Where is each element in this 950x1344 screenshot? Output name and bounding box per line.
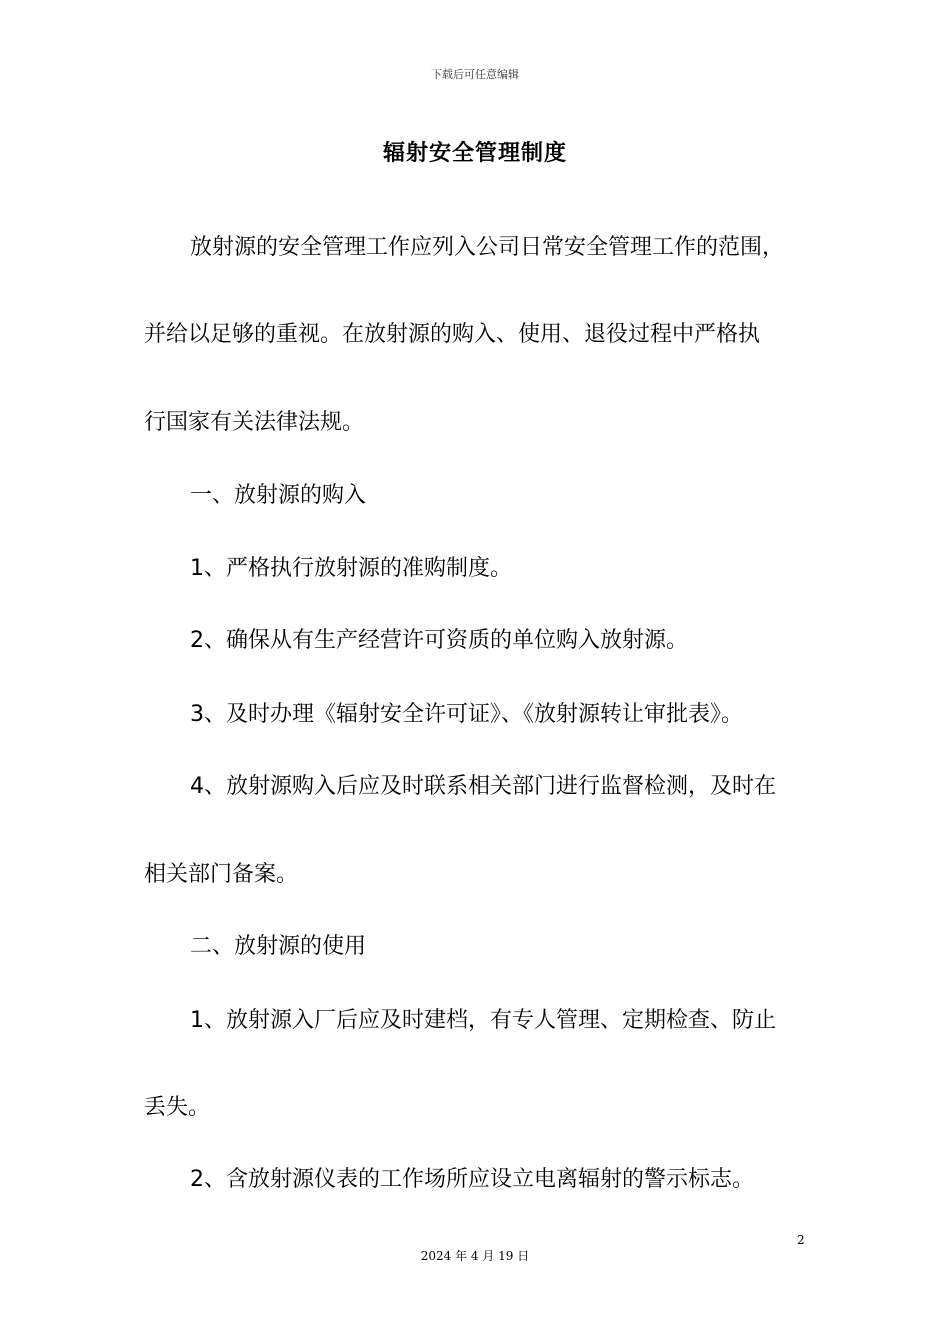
list-item-1-4: 4、放射源购入后应及时联系相关部门进行监督检测，及时在 bbox=[190, 774, 776, 799]
list-item-1-1: 1、严格执行放射源的准购制度。 bbox=[190, 556, 512, 581]
paragraph-line-3: 行国家有关法律法规。 bbox=[144, 410, 365, 435]
list-item-2-1-cont: 丢失。 bbox=[144, 1095, 211, 1120]
list-item-2-1: 1、放射源入厂后应及时建档，有专人管理、定期检查、防止 bbox=[190, 1008, 776, 1033]
list-item-1-2: 2、确保从有生产经营许可资质的单位购入放射源。 bbox=[190, 628, 688, 653]
paragraph-line-1: 放射源的安全管理工作应列入公司日常安全管理工作的范围， bbox=[190, 235, 785, 260]
section-heading-1: 一、放射源的购入 bbox=[190, 483, 367, 508]
document-title: 辐射安全管理制度 bbox=[382, 141, 567, 166]
list-item-1-3: 3、及时办理《辐射安全许可证》、《放射源转让审批表》。 bbox=[190, 702, 743, 727]
page-header: 下载后可任意编辑 bbox=[431, 68, 519, 81]
footer-date: 2024 年 4 月 19 日 bbox=[420, 1249, 530, 1263]
section-heading-2: 二、放射源的使用 bbox=[190, 934, 367, 959]
list-item-1-4-cont: 相关部门备案。 bbox=[144, 862, 299, 887]
page-number: 2 bbox=[797, 1233, 805, 1247]
list-item-2-2: 2、含放射源仪表的工作场所应设立电离辐射的警示标志。 bbox=[190, 1167, 754, 1192]
paragraph-line-2: 并给以足够的重视。在放射源的购入、使用、退役过程中严格执 bbox=[144, 322, 761, 347]
